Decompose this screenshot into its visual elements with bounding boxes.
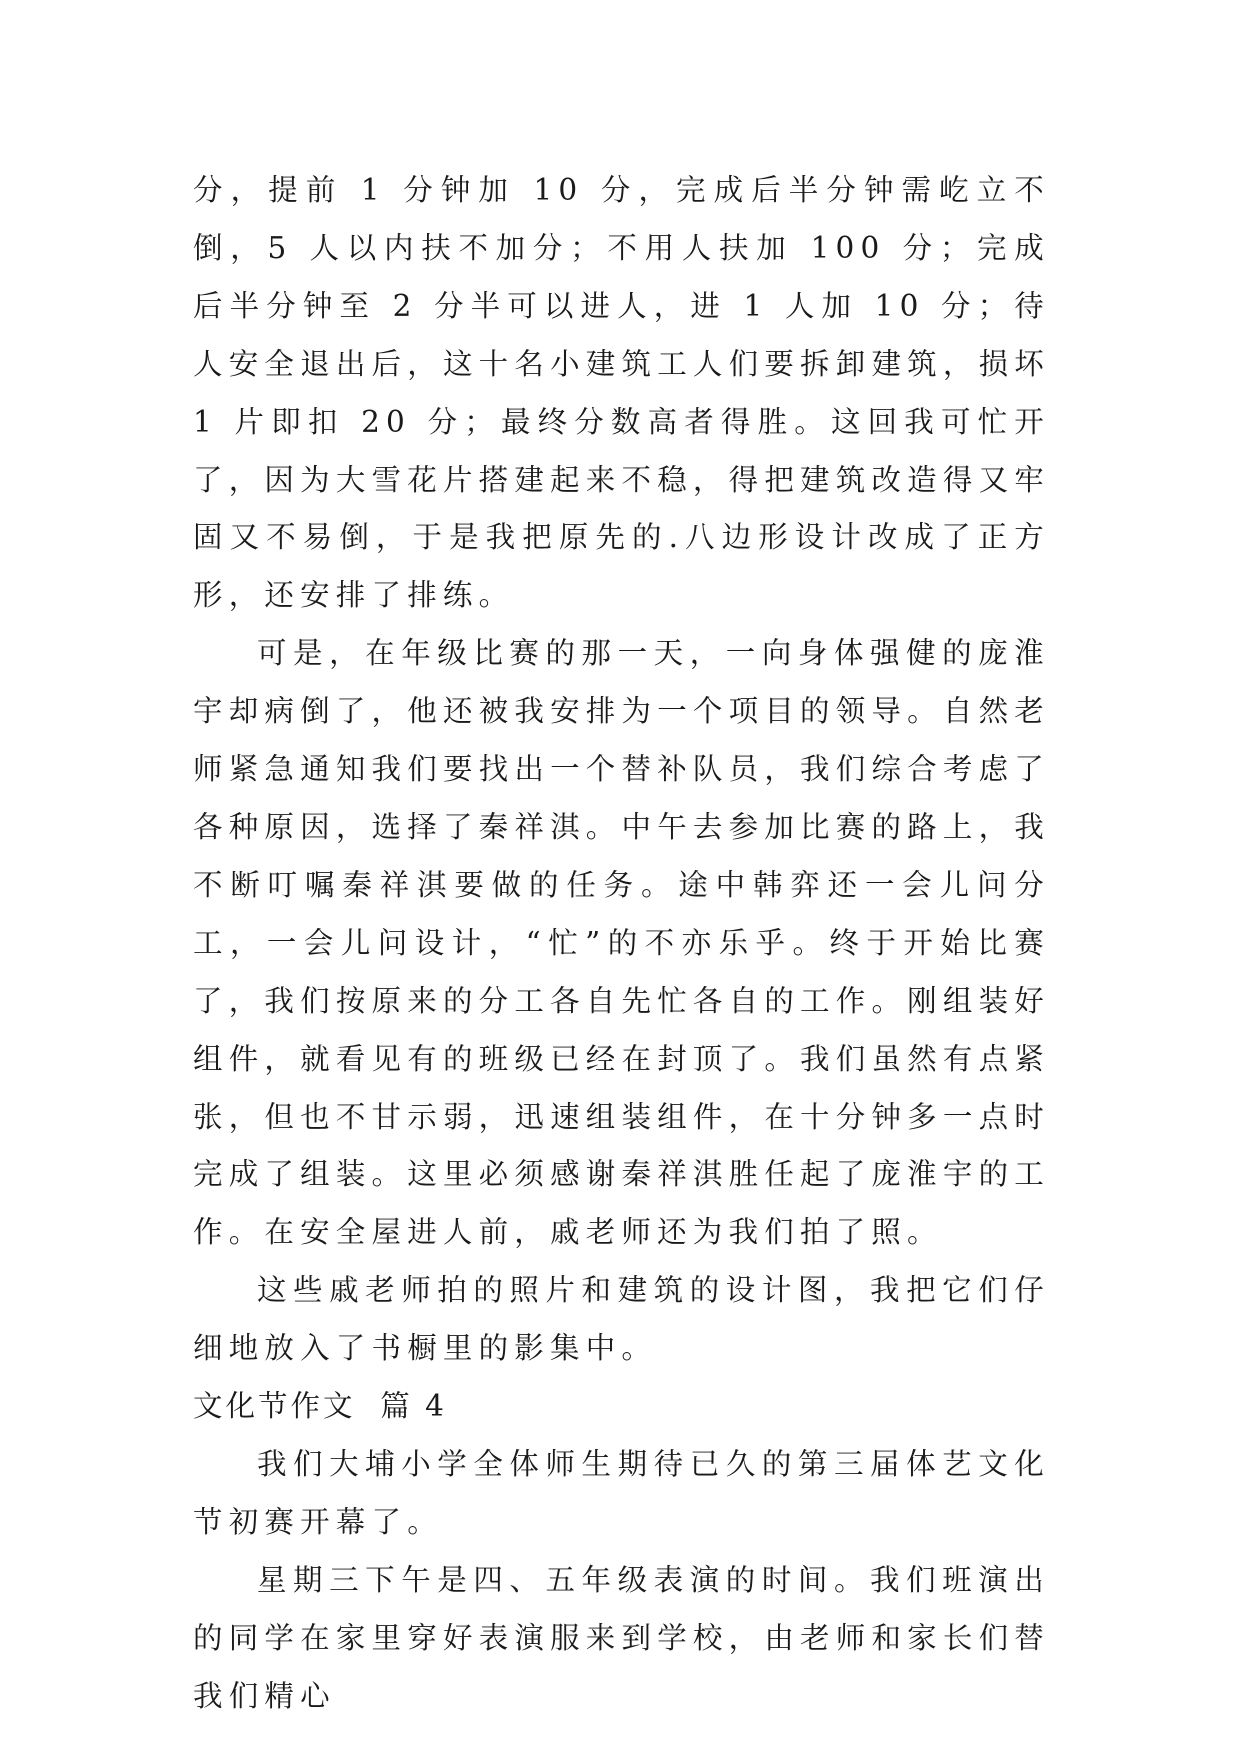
paragraph-2: 可是，在年级比赛的那一天，一向身体强健的庞淮宇却病倒了，他还被我安排为一个项目的领导。自然老师紧急通知我们要找出一个替补队员，我们综合考虑了各种原因，选择了秦祥淇。中午去参加比赛的路上，我不断叮嘱秦祥淇要做的任务。途中韩弈还一会儿问分工，一会儿问设计，“忙”的不亦乐乎。终于开始比赛了，我们按原来的分工各自先忙各自的工作。刚组装好组件，就看见有的班级已经在封顶了。我们虽然有点紧张，但也不甘示弱，迅速组装组件，在十分钟多一点时完成了组装。这里必须感谢秦祥淇胜任起了庞淮宇的工作。在安全屋进人前，戚老师还为我们拍了照。 [193,636,1050,1250]
document-page [193,162,1050,1725]
section-heading: 文化节作文 篇 4 [193,1389,447,1424]
paragraph-5: 星期三下午是四、五年级表演的时间。我们班演出的同学在家里穿好表演服来到学校，由老师和家长们替我们精心 [193,1562,1050,1713]
paragraph-4: 我们大埔小学全体师生期待已久的第三届体艺文化节初赛开幕了。 [193,1446,1050,1539]
paragraph-3: 这些戚老师拍的照片和建筑的设计图，我把它们仔细地放入了书橱里的影集中。 [193,1273,1050,1366]
paragraph-1: 分，提前 1 分钟加 10 分，完成后半分钟需屹立不倒，5 人以内扶不加分；不用人扶加 100 分；完成后半分钟至 2 分半可以进人，进 1 人加 10 分；待人安全退出后，这十名小建筑工人们要拆卸建筑，损坏 1 片即扣 20 分；最终分数高者得胜。这回我可忙开了，因为大雪花片搭建起来不稳，得把建筑改造得又牢固又不易倒，于是我把原先的.八边形设计改成了正方形，还安排了排练。 [193,173,1050,613]
